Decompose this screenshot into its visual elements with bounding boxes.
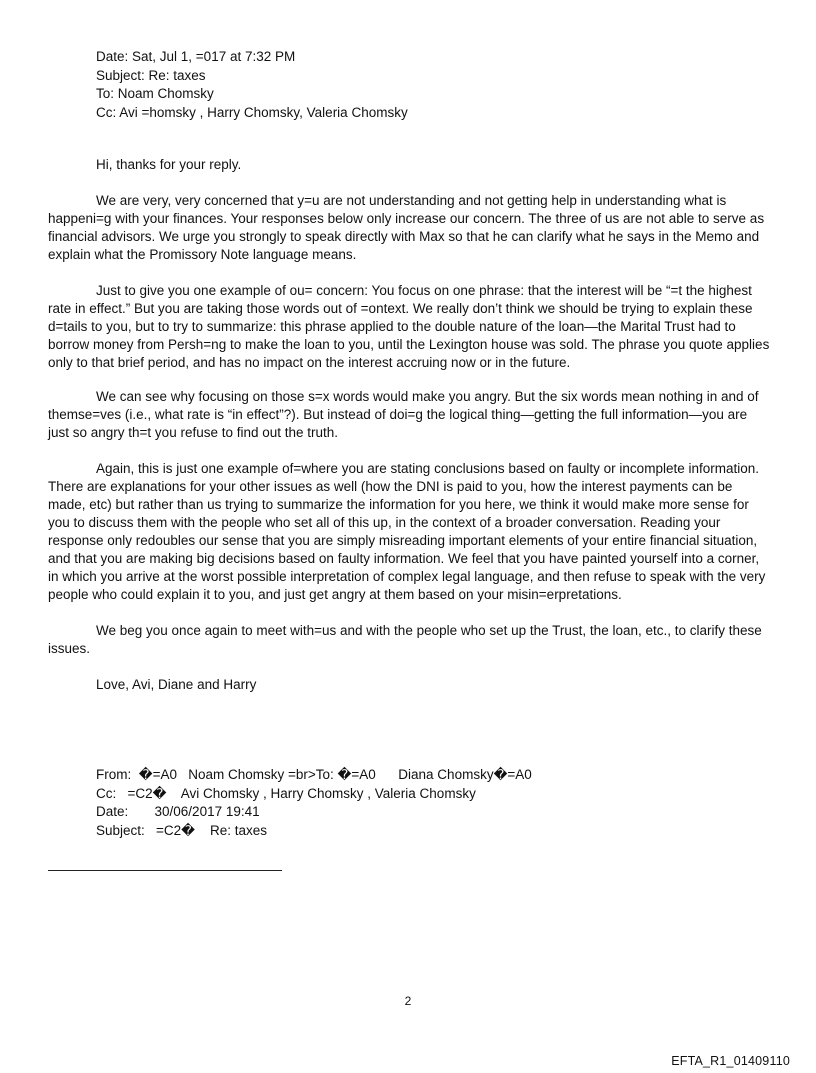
quoted-message-header (96, 766, 532, 840)
quoted-from: From: �=A0 Noam Chomsky =br>To: �=A0 Diana Chomsky�=A0 (96, 767, 532, 782)
email-subject: Subject: Re: taxes (96, 67, 206, 83)
page-number: 2 (404, 994, 412, 1008)
email-cc: Cc: Avi =homsky , Harry Chomsky, Valeria Chomsky (96, 104, 408, 120)
quoted-cc: Cc: =C2� Avi Chomsky , Harry Chomsky , Valeria Chomsky (96, 785, 476, 801)
email-signoff: Love, Avi, Diane and Harry (96, 677, 257, 692)
body-paragraph-3: We can see why focusing on those s=x words would make you angry. But the six words mean nothing in and of themse=ves (i.e., what rate is “in effect”?). But instead of doi=g the logical thing—getting the full information—you are just so angry th=t you refuse to find out the truth. (48, 389, 759, 440)
email-header (96, 48, 776, 122)
quoted-subject: Subject: =C2� Re: taxes (96, 822, 268, 838)
body-paragraph-4: Again, this is just one example of=where you are stating conclusions based on faulty or incomplete information. There are explanations for your other issues as well (how the DNI is paid to you, how the interest payments can be made, etc) but rather than us trying to summarize the information for you here, we think it would make more sense for you to discuss them with the people who set all of this up, in the context of a broader conversation. Reading your response only redoubles our sense that you are simply misreading important elements of your entire financial situation, and that you are making big decisions based on faulty information. We feel that you have painted yourself into a corner, in which you arrive at the worst possible interpretation of complex legal language, and then refuse to speak with the very people who could explain it to you, and just get angry at them based on your misin=erpretations. (48, 461, 766, 602)
body-paragraph-2: Just to give you one example of ou= concern: You focus on one phrase: that the interest will be “=t the highest rate in effect.” But you are taking those words out of =ontext. We really don’t think we should be trying to explain these d=tails to you, but to try to summarize: this phrase applied to the double nature of the loan—the Marital Trust had to borrow money from Persh=ng to make the loan to you, until the Lexington house was sold. The phrase you quote applies only to that brief period, and has no impact on the interest accruing now or in the future. (48, 283, 770, 370)
quoted-date: Date: 30/06/2017 19:41 (96, 804, 260, 819)
footnote-divider (48, 870, 282, 871)
email-greeting: Hi, thanks for your reply. (96, 157, 242, 172)
bates-number: EFTA_R1_01409110 (671, 1054, 790, 1068)
email-to: To: Noam Chomsky (96, 86, 214, 101)
body-paragraph-5: We beg you once again to meet with=us and with the people who set up the Trust, the loan, etc., to clarify these issues. (48, 623, 762, 656)
email-date: Date: Sat, Jul 1, =017 at 7:32 PM (96, 49, 296, 64)
body-paragraph-1: We are very, very concerned that y=u are not understanding and not getting help in understanding what is happeni=g with your finances. Your responses below only increase our concern. The three of us are not able to serve as financial advisors. We urge you strongly to speak directly with Max so that he can clarify what he says in the Memo and explain what the Promissory Note language means. (48, 193, 765, 262)
